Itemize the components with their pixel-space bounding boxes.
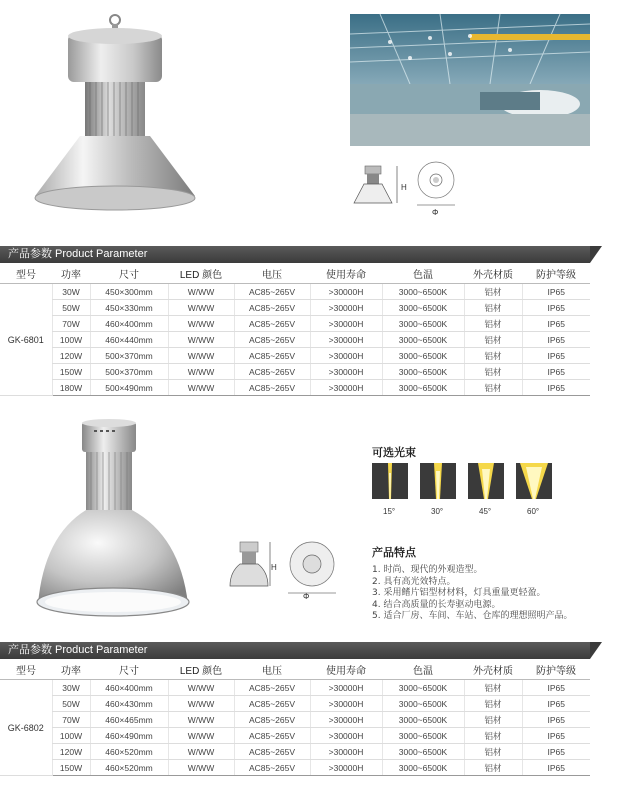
- table-cell: 3000~6500K: [382, 680, 464, 696]
- table-cell: AC85~265V: [234, 364, 310, 380]
- table-cell: 铝材: [464, 712, 522, 728]
- table-cell: W/WW: [168, 380, 234, 396]
- table-cell: AC85~265V: [234, 712, 310, 728]
- table-cell: 50W: [52, 696, 90, 712]
- features-title: 产品特点: [372, 546, 416, 559]
- table-row: [0, 284, 590, 300]
- beam-angle-label: 15°: [383, 507, 396, 516]
- col-header: 尺寸: [90, 263, 168, 284]
- col-header: 使用寿命: [310, 659, 382, 680]
- table-cell: 铝材: [464, 380, 522, 396]
- table-cell: 460×400mm: [90, 680, 168, 696]
- diameter-label-1: Φ: [432, 208, 439, 217]
- table-row: [0, 744, 590, 760]
- table-cell: >30000H: [310, 284, 382, 300]
- table-cell: IP65: [522, 380, 590, 396]
- table-cell: IP65: [522, 348, 590, 364]
- beam-title: 可选光束: [372, 446, 416, 459]
- table-cell: 460×430mm: [90, 696, 168, 712]
- table-cell: AC85~265V: [234, 760, 310, 776]
- table-cell: >30000H: [310, 348, 382, 364]
- col-header: 电压: [234, 659, 310, 680]
- col-header: 防护等级: [522, 659, 590, 680]
- table-cell: >30000H: [310, 744, 382, 760]
- table-row: [0, 364, 590, 380]
- col-header: 使用寿命: [310, 263, 382, 284]
- table-cell: 120W: [52, 744, 90, 760]
- table-cell: AC85~265V: [234, 300, 310, 316]
- table-cell: W/WW: [168, 744, 234, 760]
- table-cell: IP65: [522, 744, 590, 760]
- table-cell: AC85~265V: [234, 284, 310, 300]
- table-cell: 3000~6500K: [382, 380, 464, 396]
- table-cell: 3000~6500K: [382, 364, 464, 380]
- model-cell: GK-6802: [0, 680, 52, 776]
- table-cell: 150W: [52, 760, 90, 776]
- factory-application-photo: [350, 14, 590, 146]
- table-cell: >30000H: [310, 680, 382, 696]
- feature-item: 3. 采用鳍片铝型材材料，灯具重量更轻盈。: [372, 588, 546, 598]
- table-cell: AC85~265V: [234, 680, 310, 696]
- table-cell: AC85~265V: [234, 728, 310, 744]
- table-cell: IP65: [522, 680, 590, 696]
- table-cell: 70W: [52, 712, 90, 728]
- table-cell: 铝材: [464, 680, 522, 696]
- col-header: LED 颜色: [168, 263, 234, 284]
- table-cell: 70W: [52, 316, 90, 332]
- table-cell: 3000~6500K: [382, 348, 464, 364]
- feature-item: 4. 结合高质量的长寿驱动电源。: [372, 599, 501, 610]
- table-cell: >30000H: [310, 696, 382, 712]
- table-cell: 460×440mm: [90, 332, 168, 348]
- table-row: [0, 728, 590, 744]
- table-cell: W/WW: [168, 712, 234, 728]
- table-header-row: [0, 263, 590, 284]
- table-cell: 500×490mm: [90, 380, 168, 396]
- table-cell: >30000H: [310, 380, 382, 396]
- feature-item: 5. 适合厂房、车间、车站、仓库的理想照明产品。: [372, 611, 573, 621]
- table-cell: 460×400mm: [90, 316, 168, 332]
- col-header: 功率: [52, 263, 90, 284]
- table-cell: W/WW: [168, 696, 234, 712]
- table-cell: W/WW: [168, 364, 234, 380]
- table-cell: 30W: [52, 680, 90, 696]
- table-cell: IP65: [522, 696, 590, 712]
- table-row: [0, 380, 590, 396]
- beam-angle-label: 45°: [479, 507, 492, 516]
- table-header-row: [0, 659, 590, 680]
- table-cell: >30000H: [310, 364, 382, 380]
- table-cell: IP65: [522, 300, 590, 316]
- table-cell: 3000~6500K: [382, 332, 464, 348]
- feature-item: 2. 具有高光效特点。: [372, 576, 456, 587]
- table-cell: >30000H: [310, 332, 382, 348]
- table-cell: 铝材: [464, 284, 522, 300]
- table-cell: AC85~265V: [234, 696, 310, 712]
- table-cell: W/WW: [168, 284, 234, 300]
- section-header-1-text: 产品参数 Product Parameter: [8, 248, 148, 260]
- beam-angle-label: 60°: [527, 507, 540, 516]
- table-row: [0, 696, 590, 712]
- table-cell: >30000H: [310, 728, 382, 744]
- col-header: 尺寸: [90, 659, 168, 680]
- section-header-1: [0, 246, 590, 263]
- table-cell: 500×370mm: [90, 364, 168, 380]
- spec-table-1: [0, 263, 590, 396]
- diameter-label-2: Φ: [303, 592, 310, 601]
- table-cell: 3000~6500K: [382, 712, 464, 728]
- table-cell: 180W: [52, 380, 90, 396]
- table-cell: W/WW: [168, 332, 234, 348]
- table-cell: 铝材: [464, 728, 522, 744]
- col-header: LED 颜色: [168, 659, 234, 680]
- table-cell: >30000H: [310, 300, 382, 316]
- table-cell: 100W: [52, 332, 90, 348]
- table-cell: 460×520mm: [90, 744, 168, 760]
- col-header: 电压: [234, 263, 310, 284]
- table-cell: 3000~6500K: [382, 316, 464, 332]
- col-header: 防护等级: [522, 263, 590, 284]
- table-cell: W/WW: [168, 348, 234, 364]
- table-cell: IP65: [522, 760, 590, 776]
- table-cell: IP65: [522, 316, 590, 332]
- table-cell: IP65: [522, 332, 590, 348]
- table-cell: 150W: [52, 364, 90, 380]
- table-cell: W/WW: [168, 760, 234, 776]
- section-header-2-text: 产品参数 Product Parameter: [8, 644, 148, 656]
- table-cell: 铝材: [464, 300, 522, 316]
- table-cell: 铝材: [464, 332, 522, 348]
- height-label-1: H: [401, 183, 407, 192]
- table-cell: 3000~6500K: [382, 760, 464, 776]
- table-cell: 460×490mm: [90, 728, 168, 744]
- table-cell: W/WW: [168, 300, 234, 316]
- table-row: [0, 332, 590, 348]
- col-header: 型号: [0, 263, 52, 284]
- table-cell: IP65: [522, 728, 590, 744]
- table-cell: >30000H: [310, 316, 382, 332]
- table-cell: 450×330mm: [90, 300, 168, 316]
- feature-item: 1. 时尚、现代的外观造型。: [372, 565, 483, 575]
- dimension-diagram-2: [228, 538, 340, 600]
- table-cell: >30000H: [310, 712, 382, 728]
- table-cell: AC85~265V: [234, 380, 310, 396]
- table-cell: 铝材: [464, 348, 522, 364]
- table-row: [0, 348, 590, 364]
- table-cell: W/WW: [168, 680, 234, 696]
- table-cell: >30000H: [310, 760, 382, 776]
- table-cell: 500×370mm: [90, 348, 168, 364]
- beam-60-icon: [516, 463, 552, 499]
- beam-angle-label: 30°: [431, 507, 444, 516]
- table-cell: 铝材: [464, 364, 522, 380]
- table-cell: IP65: [522, 284, 590, 300]
- table-row: [0, 300, 590, 316]
- spec-table-2: [0, 659, 590, 776]
- table-cell: 铝材: [464, 760, 522, 776]
- table-cell: 100W: [52, 728, 90, 744]
- table-row: [0, 680, 590, 696]
- table-cell: 铝材: [464, 316, 522, 332]
- table-cell: AC85~265V: [234, 348, 310, 364]
- table-cell: 铝材: [464, 696, 522, 712]
- table-cell: AC85~265V: [234, 316, 310, 332]
- beam-45-icon: [468, 463, 504, 499]
- table-cell: 460×465mm: [90, 712, 168, 728]
- section-header-2: [0, 642, 590, 659]
- table-row: [0, 760, 590, 776]
- beam-15-icon: [372, 463, 408, 499]
- table-row: [0, 712, 590, 728]
- table-cell: 30W: [52, 284, 90, 300]
- high-bay-lamp-2-photo: [34, 416, 194, 621]
- table-cell: 3000~6500K: [382, 696, 464, 712]
- col-header: 外壳材质: [464, 263, 522, 284]
- high-bay-lamp-1-photo: [30, 8, 200, 218]
- table-cell: IP65: [522, 712, 590, 728]
- table-cell: 3000~6500K: [382, 744, 464, 760]
- table-row: [0, 316, 590, 332]
- col-header: 色温: [382, 659, 464, 680]
- table-cell: 120W: [52, 348, 90, 364]
- col-header: 型号: [0, 659, 52, 680]
- table-cell: 铝材: [464, 744, 522, 760]
- col-header: 色温: [382, 263, 464, 284]
- table-cell: 460×520mm: [90, 760, 168, 776]
- table-cell: 450×300mm: [90, 284, 168, 300]
- col-header: 功率: [52, 659, 90, 680]
- features-list: [372, 565, 622, 623]
- height-label-2: H: [271, 563, 277, 572]
- col-header: 外壳材质: [464, 659, 522, 680]
- table-cell: W/WW: [168, 316, 234, 332]
- table-cell: 3000~6500K: [382, 284, 464, 300]
- table-cell: 50W: [52, 300, 90, 316]
- table-cell: IP65: [522, 364, 590, 380]
- table-cell: AC85~265V: [234, 744, 310, 760]
- beam-options: [372, 463, 552, 523]
- table-cell: AC85~265V: [234, 332, 310, 348]
- table-cell: 3000~6500K: [382, 300, 464, 316]
- model-cell: GK-6801: [0, 284, 52, 396]
- table-cell: W/WW: [168, 728, 234, 744]
- beam-30-icon: [420, 463, 456, 499]
- table-cell: 3000~6500K: [382, 728, 464, 744]
